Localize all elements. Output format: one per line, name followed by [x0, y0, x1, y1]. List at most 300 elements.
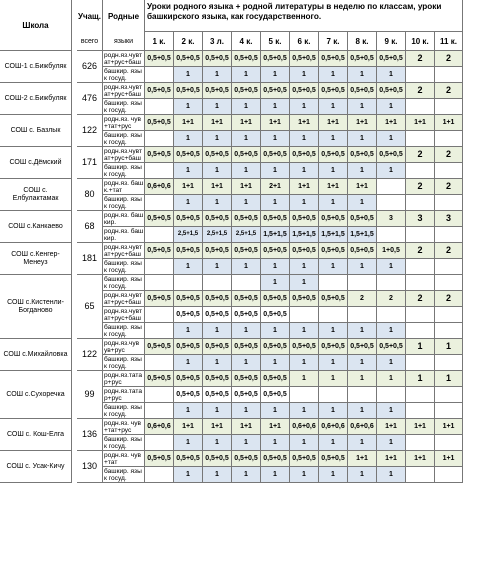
hours-cell: 0,5+0,5 — [174, 51, 203, 67]
hours-cell: 0,6+0,6 — [319, 419, 348, 435]
hours-cell: 1 — [232, 259, 261, 275]
hours-cell: 0,5+0,5 — [174, 211, 203, 227]
hours-cell: 1 — [290, 435, 319, 451]
hours-cell: 1 — [174, 435, 203, 451]
hours-cell: 1+1 — [319, 179, 348, 195]
hours-cell: 0,5+0,5 — [348, 147, 377, 163]
hours-cell: 1 — [261, 467, 290, 483]
hours-cell: 0,5+0,5 — [174, 387, 203, 403]
hours-cell — [435, 227, 463, 243]
hours-cell — [319, 275, 348, 291]
hours-cell: 0,5+0,5 — [290, 147, 319, 163]
hours-cell — [145, 307, 174, 323]
hours-cell: 2 — [435, 147, 463, 163]
hours-cell: 1 — [261, 403, 290, 419]
hours-cell: 2 — [406, 243, 435, 259]
grade-header-8: 8 к. — [348, 32, 377, 51]
hours-cell: 1+1 — [348, 179, 377, 195]
hours-cell — [406, 259, 435, 275]
hours-cell: 0,5+0,5 — [377, 339, 406, 355]
hours-cell: 0,5+0,5 — [319, 451, 348, 467]
hours-cell: 1 — [290, 355, 319, 371]
hours-cell — [377, 275, 406, 291]
hours-cell: 1 — [232, 163, 261, 179]
hours-cell — [174, 275, 203, 291]
hours-cell: 1 — [348, 99, 377, 115]
hours-cell: 1 — [319, 99, 348, 115]
language-label: башкир. язык госуд. — [103, 275, 145, 291]
language-label: родн.яз. башкир. — [104, 227, 144, 242]
hours-cell: 1 — [232, 195, 261, 211]
language-label: родн.яз.чувт ат+рус+баш — [103, 147, 145, 163]
language-label: башкир. язык госуд. — [103, 99, 145, 115]
hours-cell: 1 — [348, 259, 377, 275]
hours-cell — [406, 323, 435, 339]
hours-cell: 1 — [319, 259, 348, 275]
hours-cell: 1 — [203, 435, 232, 451]
hours-cell: 1 — [261, 195, 290, 211]
hours-cell: 1+1 — [232, 115, 261, 131]
hours-cell — [145, 131, 174, 147]
hours-cell: 0,5+0,5 — [145, 451, 174, 467]
hours-cell: 2 — [435, 83, 463, 99]
hours-cell: 0,5+0,5 — [203, 291, 232, 307]
hours-cell: 2+1 — [261, 179, 290, 195]
hours-cell: 0,6+0,6 — [348, 419, 377, 435]
hours-cell: 1+1 — [435, 451, 463, 467]
hours-cell — [145, 275, 174, 291]
hours-cell — [377, 307, 406, 323]
hours-cell: 1 — [377, 67, 406, 83]
hours-cell: 1 — [203, 467, 232, 483]
hours-cell: 1 — [348, 371, 377, 387]
hours-cell — [406, 307, 435, 323]
hours-cell: 1+0,5 — [377, 243, 406, 259]
hours-cell: 3 — [435, 211, 463, 227]
hours-cell — [377, 387, 406, 403]
hours-cell: 0,5+0,5 — [232, 451, 261, 467]
language-label: родн.яз.чувт ат+рус+баш — [103, 291, 145, 307]
hours-cell: 0,5+0,5 — [232, 291, 261, 307]
hours-cell — [145, 323, 174, 339]
hours-cell: 0,5+0,5 — [290, 339, 319, 355]
school-name: СОШ с.Кенгер-Менеуз — [0, 243, 72, 275]
hours-cell — [145, 195, 174, 211]
hours-cell: 1 — [377, 355, 406, 371]
language-label: родн.яз.тата р+рус — [103, 371, 145, 387]
hours-cell: 0,5+0,5 — [290, 83, 319, 99]
hours-cell: 1 — [319, 195, 348, 211]
hours-cell: 0,6+0,6 — [145, 419, 174, 435]
grade-header-1: 1 к. — [145, 32, 174, 51]
student-count: 626 — [77, 51, 103, 83]
hours-cell: 0,5+0,5 — [145, 147, 174, 163]
hours-cell: 1 — [261, 99, 290, 115]
language-label: родн.яз.чувт ат+рус+баш — [103, 83, 145, 99]
hours-cell: 2 — [435, 179, 463, 195]
language-label: башкир. язык госуд. — [103, 195, 145, 211]
hours-cell: 0,5+0,5 — [145, 115, 174, 131]
hours-cell: 1+1 — [377, 115, 406, 131]
hours-cell: 0,5+0,5 — [290, 51, 319, 67]
hours-cell: 0,5+0,5 — [261, 51, 290, 67]
language-label: родн.яз. чув+тат+рус — [103, 419, 145, 435]
hours-cell: 1 — [174, 323, 203, 339]
hours-cell: 0,5+0,5 — [174, 291, 203, 307]
language-label: родн.яз.чувт ат+рус+баш — [103, 51, 145, 67]
hours-cell — [435, 467, 463, 483]
hours-cell — [145, 67, 174, 83]
hours-cell: 0,5+0,5 — [174, 243, 203, 259]
hours-cell — [435, 163, 463, 179]
hours-cell: 0,5+0,5 — [290, 211, 319, 227]
hours-cell: 1 — [232, 403, 261, 419]
hours-cell — [435, 403, 463, 419]
hours-cell — [435, 275, 463, 291]
hours-cell — [145, 355, 174, 371]
hours-cell: 1 — [261, 323, 290, 339]
hours-cell: 1 — [319, 435, 348, 451]
hours-cell — [435, 307, 463, 323]
hours-cell — [145, 467, 174, 483]
hours-cell: 1 — [290, 467, 319, 483]
hours-cell: 2,5+1,5 — [232, 227, 261, 243]
language-label: башкир. язык госуд. — [103, 435, 145, 451]
hours-cell: 0,5+0,5 — [203, 307, 232, 323]
school-name: СОШ-2 с.Бижбуляк — [0, 83, 72, 115]
hours-cell — [435, 259, 463, 275]
hours-cell: 0,5+0,5 — [203, 147, 232, 163]
hours-cell: 1 — [174, 99, 203, 115]
header-languages-bottom: языки — [103, 32, 145, 51]
hours-cell: 1 — [174, 355, 203, 371]
language-label: родн.яз.тата р+рус — [103, 387, 145, 403]
hours-cell: 1 — [348, 323, 377, 339]
hours-cell: 1 — [290, 195, 319, 211]
hours-cell: 2 — [406, 83, 435, 99]
language-label: родн.яз.чув ув+рус — [103, 339, 145, 355]
school-name: СОШ с. Елбулактамак — [0, 179, 72, 211]
hours-cell: 0,5+0,5 — [145, 371, 174, 387]
language-label: башкир. язык госуд. — [103, 323, 145, 339]
grade-header-7: 7 к. — [319, 32, 348, 51]
header-languages-top: Родные — [103, 0, 145, 32]
hours-cell: 1+1 — [174, 179, 203, 195]
hours-cell: 1 — [232, 131, 261, 147]
hours-cell: 0,5+0,5 — [261, 371, 290, 387]
hours-cell — [348, 275, 377, 291]
hours-cell: 3 — [377, 211, 406, 227]
hours-cell: 2 — [435, 291, 463, 307]
student-count: 476 — [77, 83, 103, 115]
hours-cell: 1 — [348, 163, 377, 179]
header-school: Школа — [0, 0, 72, 51]
hours-cell: 1+1 — [319, 115, 348, 131]
hours-cell: 2 — [406, 51, 435, 67]
language-label: башкир. язык госуд. — [103, 355, 145, 371]
hours-cell: 1 — [290, 323, 319, 339]
hours-cell: 1 — [377, 467, 406, 483]
hours-cell: 2 — [406, 179, 435, 195]
hours-cell: 0,5+0,5 — [319, 243, 348, 259]
hours-cell: 1 — [203, 131, 232, 147]
hours-cell: 1 — [232, 435, 261, 451]
hours-cell — [145, 435, 174, 451]
hours-cell: 2 — [348, 291, 377, 307]
hours-cell: 1 — [203, 355, 232, 371]
hours-cell: 1 — [232, 323, 261, 339]
hours-cell — [348, 387, 377, 403]
hours-cell: 1 — [174, 131, 203, 147]
hours-cell: 1+1 — [174, 115, 203, 131]
hours-cell — [435, 195, 463, 211]
hours-cell: 2 — [435, 243, 463, 259]
hours-cell — [377, 179, 406, 195]
hours-cell: 1+1 — [406, 419, 435, 435]
hours-cell: 1 — [377, 435, 406, 451]
hours-cell: 0,6+0,6 — [290, 419, 319, 435]
student-count: 65 — [77, 275, 103, 339]
hours-cell — [145, 259, 174, 275]
hours-cell: 1 — [319, 355, 348, 371]
hours-cell: 0,5+0,5 — [261, 291, 290, 307]
grade-header-10: 10 к. — [406, 32, 435, 51]
hours-cell: 1 — [290, 403, 319, 419]
hours-cell: 2 — [406, 291, 435, 307]
hours-cell: 0,5+0,5 — [145, 291, 174, 307]
hours-cell — [435, 131, 463, 147]
hours-cell — [290, 307, 319, 323]
hours-cell: 2,5+1,5 — [174, 227, 203, 243]
hours-cell — [406, 227, 435, 243]
hours-cell: 1 — [377, 99, 406, 115]
student-count: 122 — [77, 339, 103, 371]
hours-cell: 1 — [377, 371, 406, 387]
header-students-top: Учащ. — [77, 0, 103, 32]
hours-cell: 1 — [319, 163, 348, 179]
student-count: 122 — [77, 115, 103, 147]
hours-cell: 1+1 — [348, 451, 377, 467]
language-label: башкир. язык госуд. — [103, 67, 145, 83]
hours-cell — [435, 387, 463, 403]
hours-cell: 0,5+0,5 — [232, 83, 261, 99]
hours-cell: 1+1 — [203, 179, 232, 195]
hours-cell: 1+1 — [435, 419, 463, 435]
school-name: СОШ с.Сухоречка — [0, 371, 72, 419]
hours-cell — [232, 275, 261, 291]
hours-cell: 0,5+0,5 — [174, 371, 203, 387]
hours-cell — [406, 275, 435, 291]
grade-header-9: 9 к. — [377, 32, 406, 51]
hours-cell: 1 — [232, 99, 261, 115]
hours-cell: 1+1 — [435, 115, 463, 131]
hours-cell: 0,5+0,5 — [319, 291, 348, 307]
hours-cell: 1 — [203, 323, 232, 339]
hours-cell: 1 — [261, 131, 290, 147]
hours-cell: 0,5+0,5 — [232, 371, 261, 387]
hours-cell: 0,5+0,5 — [203, 243, 232, 259]
hours-cell: 0,5+0,5 — [261, 83, 290, 99]
hours-cell: 1 — [348, 467, 377, 483]
hours-cell — [406, 435, 435, 451]
hours-cell: 3 — [406, 211, 435, 227]
hours-cell: 0,5+0,5 — [261, 451, 290, 467]
hours-cell: 1+1 — [261, 115, 290, 131]
hours-cell: 1 — [290, 275, 319, 291]
school-name: СОШ с. Базлык — [0, 115, 72, 147]
hours-cell: 0,5+0,5 — [232, 51, 261, 67]
hours-cell — [377, 195, 406, 211]
hours-cell: 0,5+0,5 — [174, 339, 203, 355]
hours-cell: 1 — [174, 67, 203, 83]
hours-cell: 1 — [232, 355, 261, 371]
school-name: СОШ с.Канкаево — [0, 211, 72, 243]
hours-cell: 1 — [435, 371, 463, 387]
hours-cell: 1 — [377, 259, 406, 275]
hours-cell: 0,5+0,5 — [145, 243, 174, 259]
hours-cell: 1 — [348, 195, 377, 211]
hours-cell — [406, 67, 435, 83]
hours-cell: 1 — [406, 339, 435, 355]
hours-cell: 0,5+0,5 — [377, 83, 406, 99]
grade-header-2: 2 к. — [174, 32, 203, 51]
hours-cell: 0,5+0,5 — [232, 243, 261, 259]
student-count: 68 — [77, 211, 103, 243]
hours-cell: 1+1 — [406, 115, 435, 131]
language-label: башкир. язык госуд. — [103, 467, 145, 483]
hours-cell: 0,5+0,5 — [203, 211, 232, 227]
hours-cell: 1 — [203, 259, 232, 275]
hours-cell: 0,5+0,5 — [261, 211, 290, 227]
hours-cell: 0,5+0,5 — [261, 339, 290, 355]
school-name: СОШ с.Кистенли-Богданово — [0, 275, 72, 339]
hours-cell: 1 — [348, 355, 377, 371]
hours-cell: 1 — [319, 403, 348, 419]
hours-cell: 1+1 — [290, 115, 319, 131]
hours-cell: 2 — [406, 147, 435, 163]
hours-cell — [406, 355, 435, 371]
hours-cell: 0,5+0,5 — [203, 371, 232, 387]
hours-cell: 1 — [290, 371, 319, 387]
hours-cell: 1 — [290, 67, 319, 83]
hours-cell — [435, 323, 463, 339]
hours-cell: 1 — [348, 67, 377, 83]
hours-cell: 1+1 — [232, 179, 261, 195]
hours-cell: 1 — [203, 403, 232, 419]
hours-cell: 1+1 — [348, 115, 377, 131]
hours-cell — [145, 99, 174, 115]
hours-cell: 1+1 — [174, 419, 203, 435]
hours-cell: 0,5+0,5 — [203, 83, 232, 99]
student-count: 99 — [77, 371, 103, 419]
grade-header-11: 11 к. — [435, 32, 463, 51]
hours-cell: 1 — [232, 67, 261, 83]
hours-cell: 1 — [290, 99, 319, 115]
hours-cell — [435, 99, 463, 115]
hours-cell: 1 — [435, 339, 463, 355]
hours-cell — [319, 387, 348, 403]
student-count: 181 — [77, 243, 103, 275]
hours-cell — [290, 387, 319, 403]
hours-cell: 0,5+0,5 — [261, 243, 290, 259]
hours-cell: 0,5+0,5 — [319, 339, 348, 355]
hours-cell: 1 — [377, 163, 406, 179]
hours-cell — [406, 387, 435, 403]
hours-cell: 1,5+1,5 — [348, 227, 377, 243]
hours-cell: 1 — [203, 67, 232, 83]
hours-cell: 1+1 — [290, 179, 319, 195]
hours-cell: 0,5+0,5 — [174, 147, 203, 163]
hours-cell: 0,5+0,5 — [348, 211, 377, 227]
hours-cell — [406, 131, 435, 147]
grade-header-4: 4 к. — [232, 32, 261, 51]
hours-cell: 1+1 — [203, 115, 232, 131]
language-label: родн.яз. чув+тат+рус — [103, 115, 145, 131]
hours-cell: 1 — [261, 259, 290, 275]
hours-cell: 1 — [203, 163, 232, 179]
hours-cell: 1 — [290, 259, 319, 275]
student-count: 80 — [77, 179, 103, 211]
hours-cell: 1+1 — [377, 419, 406, 435]
hours-cell — [319, 307, 348, 323]
hours-cell: 1 — [261, 67, 290, 83]
hours-cell: 1 — [348, 403, 377, 419]
grade-header-3: 3 л. — [203, 32, 232, 51]
hours-cell: 0,5+0,5 — [203, 451, 232, 467]
hours-cell: 1,5+1,5 — [319, 227, 348, 243]
hours-cell — [406, 467, 435, 483]
hours-cell: 1+1 — [232, 419, 261, 435]
hours-cell: 1 — [174, 467, 203, 483]
school-name: СОШ с. Усак-Кичу — [0, 451, 72, 483]
hours-cell: 1 — [261, 163, 290, 179]
hours-cell: 1,5+1,5 — [290, 227, 319, 243]
school-name: СОШ с. Кош-Елга — [0, 419, 72, 451]
hours-cell: 1 — [319, 323, 348, 339]
hours-cell — [435, 355, 463, 371]
student-count: 171 — [77, 147, 103, 179]
header-students-bottom: всего — [77, 32, 103, 51]
hours-cell: 0,5+0,5 — [319, 83, 348, 99]
hours-cell: 0,5+0,5 — [174, 451, 203, 467]
hours-cell: 0,5+0,5 — [145, 211, 174, 227]
hours-cell: 0,5+0,5 — [348, 51, 377, 67]
hours-cell: 1 — [290, 163, 319, 179]
hours-cell — [203, 275, 232, 291]
language-label: башкир. язык госуд. — [103, 163, 145, 179]
student-count: 130 — [77, 451, 103, 483]
language-label: родн.яз.чувт ат+рус+баш — [103, 243, 145, 259]
hours-cell: 1+1 — [261, 419, 290, 435]
language-label: башкир. язык госуд. — [103, 403, 145, 419]
hours-cell: 1 — [261, 435, 290, 451]
hours-cell: 0,5+0,5 — [319, 147, 348, 163]
hours-cell: 0,5+0,5 — [232, 339, 261, 355]
school-name: СОШ с.Михайловка — [0, 339, 72, 371]
hours-cell: 1,5+1,5 — [261, 227, 290, 243]
hours-cell: 0,5+0,5 — [348, 243, 377, 259]
hours-cell: 1 — [348, 435, 377, 451]
hours-cell: 2 — [435, 51, 463, 67]
hours-cell: 0,6+0,6 — [145, 179, 174, 195]
hours-cell: 0,5+0,5 — [232, 147, 261, 163]
hours-cell: 0,5+0,5 — [261, 147, 290, 163]
hours-cell: 1 — [319, 131, 348, 147]
hours-cell: 1 — [406, 371, 435, 387]
hours-cell: 1 — [377, 131, 406, 147]
hours-cell — [377, 227, 406, 243]
hours-cell — [435, 435, 463, 451]
